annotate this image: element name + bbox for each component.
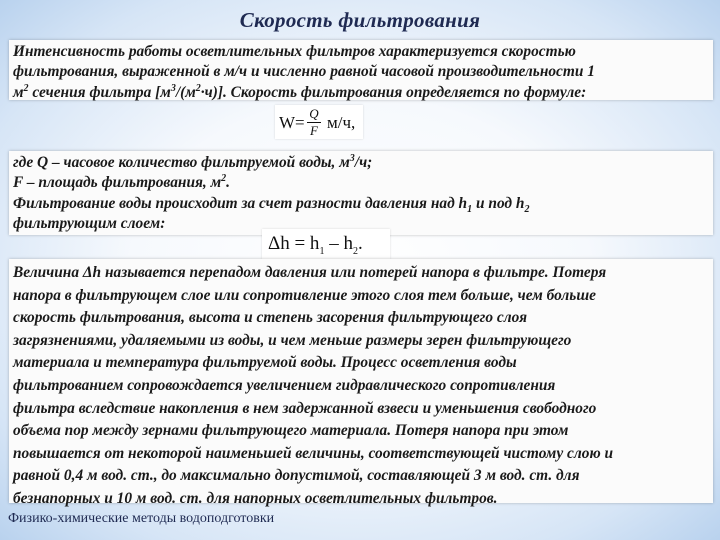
- body-line: равной 0,4 м вод. ст., до максимально допустимой, составляющей 3 м вод. ст. для: [13, 467, 580, 485]
- body-line: напора в фильтрующем слое или сопротивление этого слоя тем больше, чем больше: [13, 286, 596, 304]
- intro-line-2: фильтрования, выраженной в м/ч и численно равной часовой производительности 1: [13, 63, 595, 81]
- body-line: Величина Δh называется перепадом давления или потерей напора в фильтре. Потеря: [13, 264, 607, 281]
- body-line: загрязнениями, удаляемыми из воды, и чем меньше размеры зерен фильтрующего: [13, 331, 572, 349]
- formula-lhs: W=: [279, 113, 305, 132]
- body-line: повышается от некоторой наименьшей величины, соответствующей чистому слою и: [13, 444, 614, 462]
- body-line: фильтрованием сопровождается увеличением гидравлического сопротивления: [13, 376, 556, 394]
- slide-title: Скорость фильтрования: [239, 8, 481, 32]
- body-line: объема пор между зернами фильтрующего материала. Потеря напора при этом: [13, 422, 569, 440]
- definition-pressure: Фильтрование воды происходит за счет разности давления над $h_1$ и под $h_2$: [13, 194, 530, 215]
- body-line: материала и температура фильтруемой воды. Процесс осветления воды: [13, 354, 517, 372]
- pressure-drop-formula: $\Delta h = h_1 - h_2$.: [262, 229, 390, 259]
- body-line: скорость фильтрования, высота и степень засорения фильтрующего слоя: [13, 309, 528, 327]
- formula-denominator: F: [310, 123, 318, 138]
- intro-line-1: Интенсивность работы осветлительных фильтров характеризуется скоростью: [13, 43, 576, 60]
- intro-text-box: [9, 40, 713, 100]
- definition-q: где Q – часовое количество фильтруемой воды, $м^3/ч$;: [13, 152, 373, 171]
- definition-f: F – площадь фильтрования, $м^2$.: [13, 173, 231, 192]
- body-text-box: [9, 259, 713, 507]
- body-line: безнапорных и 10 м вод. ст. для напорных осветлительных фильтров.: [13, 489, 498, 507]
- definition-pressure-cont: фильтрующим слоем:: [13, 215, 166, 233]
- formula-fraction: [307, 107, 321, 138]
- footer-caption: Физико-химические методы водоподготовки: [8, 511, 275, 526]
- definitions-text-box: [9, 151, 713, 235]
- formula-unit: м/ч,: [327, 113, 356, 132]
- formula-numerator: Q: [309, 106, 319, 121]
- body-line: фильтра вследствие накопления в нем задержанной взвеси и уменьшения свободного: [13, 399, 597, 417]
- velocity-formula: [275, 105, 363, 139]
- intro-line-3: $м^2$ сечения фильтра $[м^3/(м^2\cdot ч)]$. Скорость фильтрования определяется по формуле:: [13, 82, 587, 101]
